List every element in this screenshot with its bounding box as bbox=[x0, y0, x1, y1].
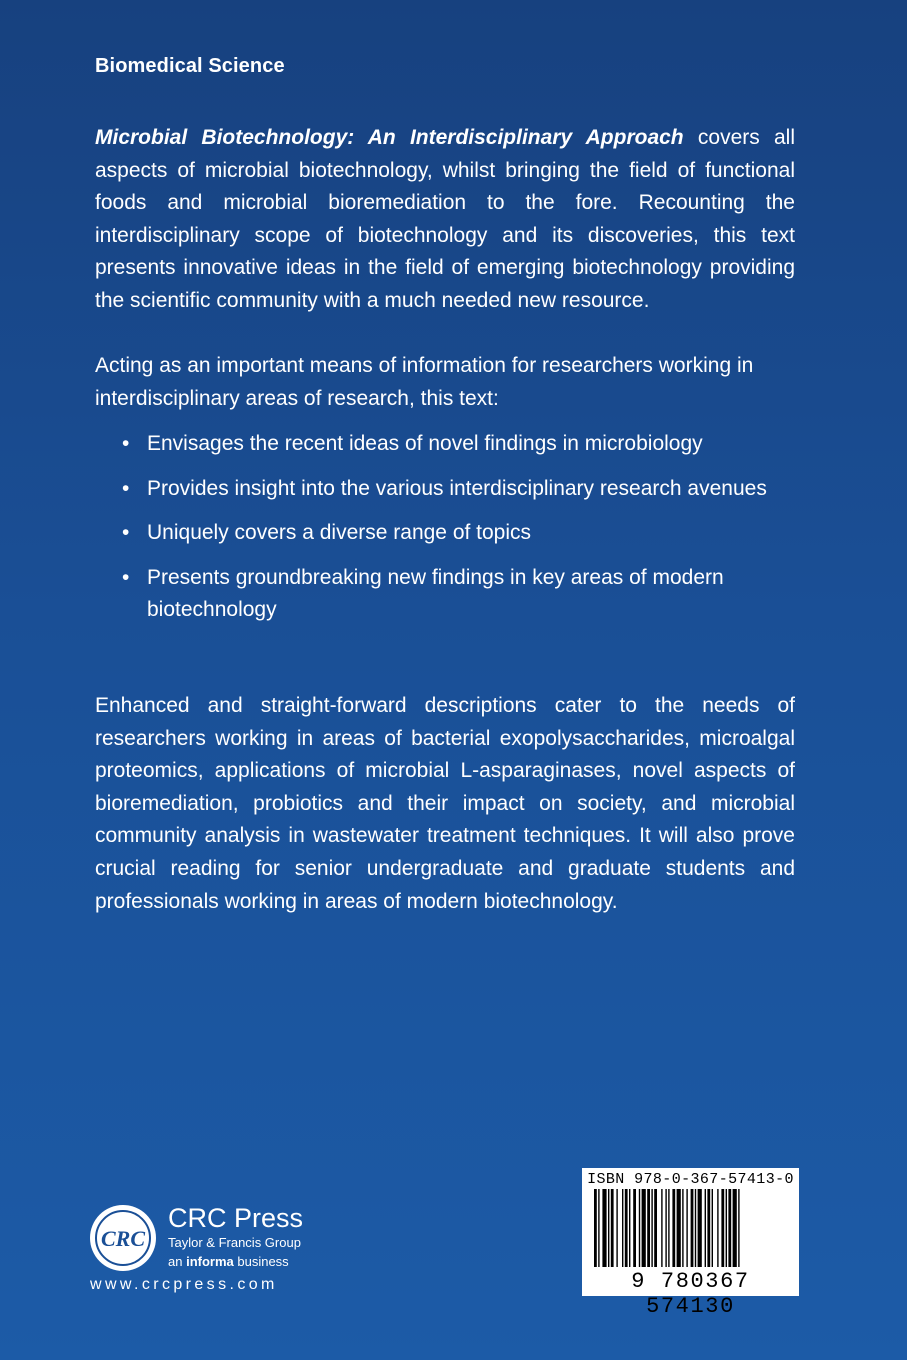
bullet-icon: • bbox=[122, 565, 130, 589]
barcode-bar bbox=[625, 1189, 628, 1267]
barcode-bar bbox=[695, 1189, 696, 1267]
publisher-group: Taylor & Francis Group bbox=[168, 1235, 301, 1250]
barcode-bar bbox=[728, 1189, 731, 1267]
barcode bbox=[582, 1168, 799, 1319]
lead-paragraph: Acting as an important means of information for researchers working in interdisciplinary areas of research, this text: bbox=[95, 354, 754, 410]
barcode-bar bbox=[629, 1189, 630, 1267]
barcode-bar bbox=[654, 1189, 657, 1267]
barcode-bar bbox=[705, 1189, 706, 1267]
informa-suffix: business bbox=[233, 1254, 289, 1269]
barcode-bar bbox=[598, 1189, 599, 1267]
barcode-bar bbox=[686, 1189, 687, 1267]
barcode-bar bbox=[721, 1189, 724, 1267]
list-item bbox=[122, 428, 782, 461]
barcode-bar bbox=[717, 1189, 718, 1267]
bullet-icon: • bbox=[122, 521, 130, 545]
crc-logo-icon bbox=[88, 1203, 158, 1273]
barcode-bars-icon bbox=[594, 1189, 787, 1267]
list-item bbox=[122, 473, 782, 506]
barcode-bar bbox=[682, 1189, 683, 1267]
barcode-bar bbox=[647, 1189, 650, 1267]
barcode-bar bbox=[611, 1189, 614, 1267]
list-item bbox=[122, 517, 782, 550]
feature-list bbox=[122, 428, 782, 639]
intro-paragraph bbox=[95, 122, 795, 318]
publisher-name: CRC Press bbox=[168, 1203, 304, 1233]
publisher-informa bbox=[168, 1254, 289, 1270]
barcode-bar bbox=[698, 1189, 702, 1267]
barcode-bar bbox=[672, 1189, 675, 1267]
list-item-text: Provides insight into the various interdisciplinary research avenues bbox=[147, 476, 767, 500]
barcode-bar bbox=[712, 1189, 713, 1267]
closing-paragraph: Enhanced and straight-forward descriptions cater to the needs of researchers working in areas of bacterial exopolysaccharides, microalgal proteomics, applications of microbial L-asparaginases, novel aspects of bioremediation, probiotics and their impact on society, and microbial community analysis in wastewater treatment techniques. It will also prove crucial reading for senior undergraduate and graduate students and professionals working in areas of modern biotechnology. bbox=[95, 694, 795, 913]
barcode-bar bbox=[616, 1189, 617, 1267]
list-item-text: Envisages the recent ideas of novel findings in microbiology bbox=[147, 432, 703, 455]
category-label: Biomedical Science bbox=[95, 55, 285, 77]
barcode-bar bbox=[602, 1189, 606, 1267]
bullet-icon: • bbox=[122, 476, 130, 500]
bullet-icon: • bbox=[122, 432, 130, 455]
barcode-bar bbox=[633, 1189, 636, 1267]
book-title: Microbial Biotechnology: An Interdisciplinary Approach bbox=[95, 126, 684, 149]
barcode-bar bbox=[733, 1189, 737, 1267]
barcode-bar bbox=[594, 1189, 597, 1267]
barcode-bar bbox=[738, 1189, 739, 1267]
publisher-url[interactable]: www.crcpress.com bbox=[90, 1276, 278, 1293]
barcode-bar bbox=[665, 1189, 666, 1267]
intro-text: covers all aspects of microbial biotechnology, whilst bringing the field of functional foods and microbial bioremediation to the fore. Recounting the interdisciplinary scope of biotechnology and its discoveries, this text presents innovative ideas in the field of emerging biotechnology providing the scientific community with a much needed new resource. bbox=[95, 126, 795, 312]
list-item-text: Uniquely covers a diverse range of topics bbox=[147, 521, 532, 545]
barcode-bar bbox=[622, 1189, 623, 1267]
barcode-bar bbox=[639, 1189, 640, 1267]
crc-logo-text: CRC bbox=[100, 1226, 146, 1251]
barcode-bar bbox=[707, 1189, 710, 1267]
barcode-bar bbox=[661, 1189, 662, 1267]
barcode-bar bbox=[677, 1189, 681, 1267]
informa-prefix: an bbox=[168, 1254, 187, 1269]
barcode-bar bbox=[642, 1189, 646, 1267]
barcode-bar bbox=[668, 1189, 669, 1267]
barcode-bar bbox=[608, 1189, 609, 1267]
isbn-label: ISBN 978-0-367-57413-0 bbox=[587, 1171, 794, 1188]
informa-bold: informa bbox=[186, 1254, 234, 1269]
barcode-bar bbox=[726, 1189, 727, 1267]
barcode-bar bbox=[691, 1189, 694, 1267]
list-item-text: Presents groundbreaking new findings in key areas of modern biotechnology bbox=[147, 565, 724, 622]
ean-digits: 9 780367 574130 bbox=[631, 1269, 750, 1319]
barcode-bar bbox=[651, 1189, 652, 1267]
list-item bbox=[122, 562, 782, 627]
